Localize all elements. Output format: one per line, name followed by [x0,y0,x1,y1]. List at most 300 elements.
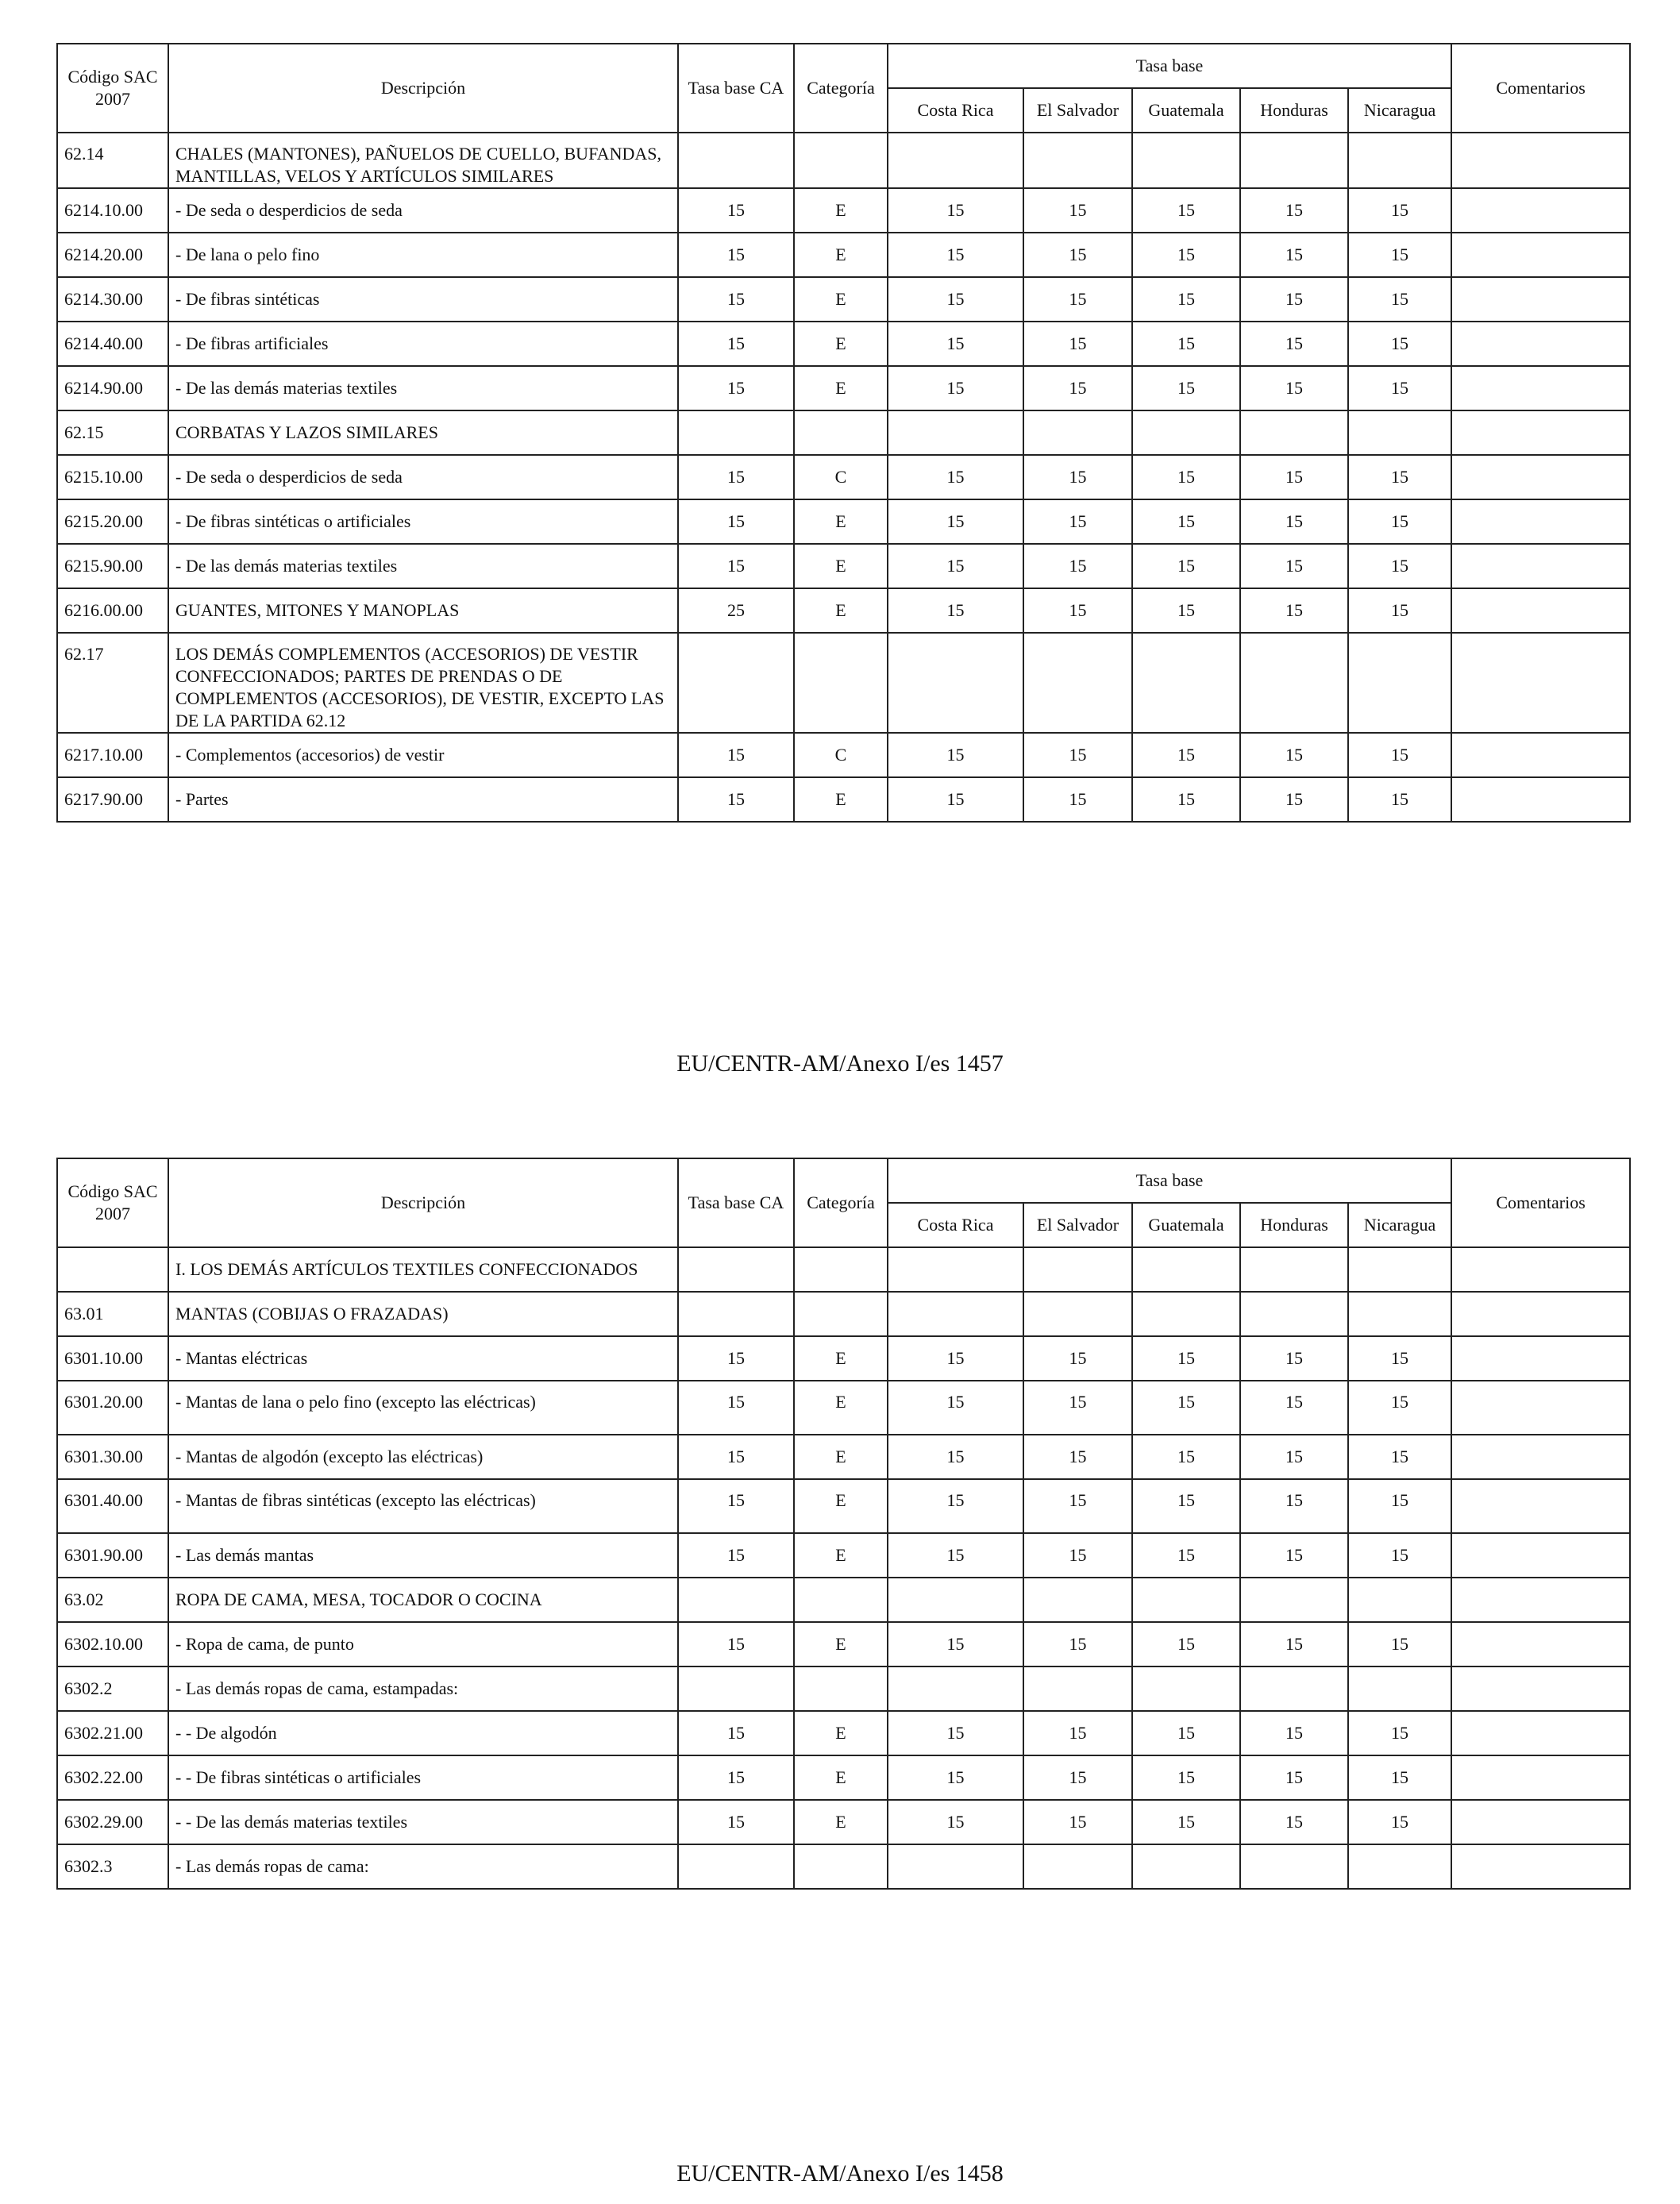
comments-cell [1451,1622,1630,1666]
costa-rica-cell: 15 [888,1800,1023,1844]
el-salvador-cell [1023,410,1132,455]
category-cell: E [794,1479,888,1533]
category-cell: E [794,366,888,410]
base-rate-ca-cell: 15 [678,1711,794,1755]
guatemala-cell: 15 [1132,499,1240,544]
costa-rica-cell: 15 [888,1479,1023,1533]
table-row [57,588,1630,633]
honduras-cell [1240,1292,1348,1336]
description-cell: - - De fibras sintéticas o artificiales [168,1755,678,1800]
description-cell: - Mantas de fibras sintéticas (excepto las eléctricas) [168,1479,678,1533]
costa-rica-cell: 15 [888,1336,1023,1381]
description-cell: - De seda o desperdicios de seda [168,455,678,499]
el-salvador-cell: 15 [1023,1800,1132,1844]
nicaragua-cell: 15 [1348,1711,1451,1755]
code-cell: 62.17 [57,633,168,733]
code-cell: 6214.40.00 [57,322,168,366]
comments-cell [1451,588,1630,633]
category-cell: E [794,1755,888,1800]
table-row [57,366,1630,410]
description-cell: - De fibras sintéticas o artificiales [168,499,678,544]
guatemala-cell [1132,1292,1240,1336]
description-cell: - Mantas de lana o pelo fino (excepto las eléctricas) [168,1381,678,1435]
category-cell: E [794,499,888,544]
honduras-cell: 15 [1240,1800,1348,1844]
code-cell: 6214.10.00 [57,188,168,233]
el-salvador-cell: 15 [1023,366,1132,410]
header-description: Descripción [168,1158,678,1247]
code-cell: 63.02 [57,1578,168,1622]
base-rate-ca-cell: 15 [678,777,794,822]
code-cell: 6214.20.00 [57,233,168,277]
honduras-cell [1240,1578,1348,1622]
base-rate-ca-cell: 15 [678,366,794,410]
honduras-cell: 15 [1240,1479,1348,1533]
header-code: Código SAC 2007 [57,44,168,133]
table-row [57,322,1630,366]
description-cell: CHALES (MANTONES), PAÑUELOS DE CUELLO, BUFANDAS, MANTILLAS, VELOS Y ARTÍCULOS SIMILARES [168,133,678,188]
el-salvador-cell: 15 [1023,588,1132,633]
description-cell: - De fibras artificiales [168,322,678,366]
header-base-rate: Tasa base [888,1158,1451,1203]
comments-cell [1451,455,1630,499]
costa-rica-cell: 15 [888,544,1023,588]
code-cell: 6301.20.00 [57,1381,168,1435]
base-rate-ca-cell: 15 [678,499,794,544]
header-honduras: Honduras [1240,1203,1348,1247]
guatemala-cell [1132,133,1240,188]
base-rate-ca-cell: 15 [678,733,794,777]
header-nicaragua: Nicaragua [1348,1203,1451,1247]
description-cell: I. LOS DEMÁS ARTÍCULOS TEXTILES CONFECCIONADOS [168,1247,678,1292]
description-cell: CORBATAS Y LAZOS SIMILARES [168,410,678,455]
code-cell: 6214.90.00 [57,366,168,410]
base-rate-ca-cell: 15 [678,322,794,366]
base-rate-ca-cell [678,1247,794,1292]
code-cell: 6302.21.00 [57,1711,168,1755]
header-guatemala: Guatemala [1132,88,1240,133]
category-cell: E [794,1800,888,1844]
comments-cell [1451,1247,1630,1292]
description-cell: - - De las demás materias textiles [168,1800,678,1844]
guatemala-cell: 15 [1132,1336,1240,1381]
table-row [57,1800,1630,1844]
category-cell: E [794,277,888,322]
base-rate-ca-cell: 15 [678,544,794,588]
costa-rica-cell: 15 [888,1533,1023,1578]
table-row [57,777,1630,822]
honduras-cell: 15 [1240,366,1348,410]
guatemala-cell: 15 [1132,1381,1240,1435]
base-rate-ca-cell [678,1292,794,1336]
description-cell: - De las demás materias textiles [168,366,678,410]
nicaragua-cell: 15 [1348,233,1451,277]
code-cell: 6216.00.00 [57,588,168,633]
guatemala-cell: 15 [1132,366,1240,410]
nicaragua-cell [1348,1666,1451,1711]
costa-rica-cell [888,1292,1023,1336]
comments-cell [1451,777,1630,822]
guatemala-cell [1132,1844,1240,1889]
table-row [57,1292,1630,1336]
description-cell: - De fibras sintéticas [168,277,678,322]
el-salvador-cell: 15 [1023,499,1132,544]
table-row [57,1711,1630,1755]
description-cell: - Las demás mantas [168,1533,678,1578]
table-row [57,733,1630,777]
category-cell: E [794,233,888,277]
comments-cell [1451,366,1630,410]
category-cell [794,633,888,733]
honduras-cell: 15 [1240,277,1348,322]
comments-cell [1451,544,1630,588]
nicaragua-cell [1348,133,1451,188]
category-cell: E [794,322,888,366]
category-cell [794,410,888,455]
el-salvador-cell [1023,133,1132,188]
nicaragua-cell: 15 [1348,455,1451,499]
header-code: Código SAC 2007 [57,1158,168,1247]
nicaragua-cell: 15 [1348,1800,1451,1844]
honduras-cell: 15 [1240,455,1348,499]
category-cell: E [794,1622,888,1666]
category-cell: E [794,588,888,633]
honduras-cell: 15 [1240,233,1348,277]
costa-rica-cell: 15 [888,233,1023,277]
costa-rica-cell: 15 [888,366,1023,410]
category-cell: E [794,1533,888,1578]
category-cell: E [794,188,888,233]
category-cell [794,1578,888,1622]
honduras-cell: 15 [1240,733,1348,777]
comments-cell [1451,410,1630,455]
table-row [57,1479,1630,1533]
table-row [57,1336,1630,1381]
nicaragua-cell [1348,410,1451,455]
costa-rica-cell: 15 [888,1381,1023,1435]
table-row [57,633,1630,733]
category-cell: E [794,1381,888,1435]
comments-cell [1451,277,1630,322]
honduras-cell: 15 [1240,1711,1348,1755]
code-cell: 6215.20.00 [57,499,168,544]
nicaragua-cell: 15 [1348,322,1451,366]
costa-rica-cell: 15 [888,733,1023,777]
honduras-cell: 15 [1240,544,1348,588]
description-cell: - Mantas de algodón (excepto las eléctricas) [168,1435,678,1479]
costa-rica-cell: 15 [888,1435,1023,1479]
costa-rica-cell: 15 [888,1622,1023,1666]
costa-rica-cell [888,410,1023,455]
comments-cell [1451,1479,1630,1533]
code-cell: 6215.90.00 [57,544,168,588]
table-row [57,410,1630,455]
table-body [57,1247,1630,1889]
code-cell: 62.14 [57,133,168,188]
honduras-cell: 15 [1240,1336,1348,1381]
costa-rica-cell [888,633,1023,733]
category-cell: E [794,1336,888,1381]
base-rate-ca-cell: 15 [678,233,794,277]
el-salvador-cell: 15 [1023,1336,1132,1381]
comments-cell [1451,322,1630,366]
table-row [57,188,1630,233]
base-rate-ca-cell [678,633,794,733]
code-cell: 62.15 [57,410,168,455]
category-cell [794,133,888,188]
el-salvador-cell: 15 [1023,777,1132,822]
nicaragua-cell: 15 [1348,366,1451,410]
category-cell: E [794,777,888,822]
table-row [57,1622,1630,1666]
guatemala-cell [1132,1666,1240,1711]
header-costa-rica: Costa Rica [888,88,1023,133]
nicaragua-cell: 15 [1348,1479,1451,1533]
guatemala-cell: 15 [1132,1711,1240,1755]
category-cell: C [794,733,888,777]
base-rate-ca-cell: 15 [678,277,794,322]
honduras-cell: 15 [1240,1533,1348,1578]
el-salvador-cell: 15 [1023,1711,1132,1755]
code-cell: 6301.90.00 [57,1533,168,1578]
description-cell: - Mantas eléctricas [168,1336,678,1381]
nicaragua-cell [1348,633,1451,733]
costa-rica-cell: 15 [888,322,1023,366]
category-cell: E [794,1711,888,1755]
honduras-cell: 15 [1240,188,1348,233]
nicaragua-cell [1348,1578,1451,1622]
el-salvador-cell [1023,1578,1132,1622]
description-cell: - Complementos (accesorios) de vestir [168,733,678,777]
nicaragua-cell: 15 [1348,1336,1451,1381]
page-footer-1457: EU/CENTR-AM/Anexo I/es 1457 [676,1050,1004,1077]
nicaragua-cell: 15 [1348,188,1451,233]
comments-cell [1451,233,1630,277]
costa-rica-cell: 15 [888,455,1023,499]
comments-cell [1451,633,1630,733]
description-cell: - Las demás ropas de cama, estampadas: [168,1666,678,1711]
header-base-rate-ca: Tasa base CA [678,44,794,133]
table-row [57,544,1630,588]
guatemala-cell: 15 [1132,277,1240,322]
nicaragua-cell: 15 [1348,1435,1451,1479]
table-row [57,1666,1630,1711]
table-row [57,1435,1630,1479]
header-description: Descripción [168,44,678,133]
header-comments: Comentarios [1451,1158,1630,1247]
header-comments: Comentarios [1451,44,1630,133]
el-salvador-cell: 15 [1023,233,1132,277]
header-honduras: Honduras [1240,88,1348,133]
comments-cell [1451,188,1630,233]
honduras-cell [1240,1247,1348,1292]
costa-rica-cell: 15 [888,499,1023,544]
comments-cell [1451,1578,1630,1622]
nicaragua-cell: 15 [1348,733,1451,777]
guatemala-cell [1132,1247,1240,1292]
nicaragua-cell: 15 [1348,1381,1451,1435]
el-salvador-cell [1023,633,1132,733]
base-rate-ca-cell: 25 [678,588,794,633]
category-cell: E [794,544,888,588]
guatemala-cell: 15 [1132,1622,1240,1666]
honduras-cell: 15 [1240,777,1348,822]
guatemala-cell [1132,1578,1240,1622]
nicaragua-cell: 15 [1348,499,1451,544]
category-cell: C [794,455,888,499]
header-el-salvador: El Salvador [1023,1203,1132,1247]
comments-cell [1451,1292,1630,1336]
description-cell: - - De algodón [168,1711,678,1755]
el-salvador-cell: 15 [1023,1622,1132,1666]
costa-rica-cell [888,133,1023,188]
el-salvador-cell: 15 [1023,188,1132,233]
el-salvador-cell [1023,1292,1132,1336]
el-salvador-cell [1023,1844,1132,1889]
table-row [57,499,1630,544]
costa-rica-cell: 15 [888,188,1023,233]
code-cell: 6302.3 [57,1844,168,1889]
base-rate-ca-cell: 15 [678,1533,794,1578]
base-rate-ca-cell: 15 [678,1755,794,1800]
comments-cell [1451,133,1630,188]
comments-cell [1451,1666,1630,1711]
header-category: Categoría [794,1158,888,1247]
honduras-cell: 15 [1240,1381,1348,1435]
nicaragua-cell: 15 [1348,588,1451,633]
tariff-table-page-1457 [56,43,1631,823]
honduras-cell: 15 [1240,1755,1348,1800]
guatemala-cell: 15 [1132,733,1240,777]
table-row [57,1533,1630,1578]
code-cell: 63.01 [57,1292,168,1336]
comments-cell [1451,1711,1630,1755]
table-row [57,133,1630,188]
comments-cell [1451,1381,1630,1435]
honduras-cell: 15 [1240,322,1348,366]
code-cell: 6217.10.00 [57,733,168,777]
table-row [57,455,1630,499]
code-cell: 6302.22.00 [57,1755,168,1800]
nicaragua-cell [1348,1247,1451,1292]
description-cell: GUANTES, MITONES Y MANOPLAS [168,588,678,633]
guatemala-cell: 15 [1132,1755,1240,1800]
code-cell [57,1247,168,1292]
base-rate-ca-cell: 15 [678,455,794,499]
el-salvador-cell: 15 [1023,277,1132,322]
code-cell: 6215.10.00 [57,455,168,499]
code-cell: 6217.90.00 [57,777,168,822]
honduras-cell: 15 [1240,499,1348,544]
base-rate-ca-cell: 15 [678,1800,794,1844]
code-cell: 6302.2 [57,1666,168,1711]
header-category: Categoría [794,44,888,133]
nicaragua-cell: 15 [1348,277,1451,322]
code-cell: 6301.10.00 [57,1336,168,1381]
base-rate-ca-cell: 15 [678,1435,794,1479]
table-row [57,1381,1630,1435]
guatemala-cell: 15 [1132,188,1240,233]
guatemala-cell: 15 [1132,455,1240,499]
header-guatemala: Guatemala [1132,1203,1240,1247]
base-rate-ca-cell [678,1578,794,1622]
guatemala-cell: 15 [1132,1800,1240,1844]
base-rate-ca-cell [678,1844,794,1889]
table-row [57,1247,1630,1292]
base-rate-ca-cell: 15 [678,1622,794,1666]
description-cell: - De lana o pelo fino [168,233,678,277]
guatemala-cell: 15 [1132,1435,1240,1479]
base-rate-ca-cell [678,410,794,455]
comments-cell [1451,1533,1630,1578]
costa-rica-cell [888,1844,1023,1889]
honduras-cell [1240,1844,1348,1889]
costa-rica-cell: 15 [888,588,1023,633]
description-cell: - De seda o desperdicios de seda [168,188,678,233]
header-base-rate-ca: Tasa base CA [678,1158,794,1247]
nicaragua-cell: 15 [1348,544,1451,588]
costa-rica-cell: 15 [888,1711,1023,1755]
code-cell: 6301.40.00 [57,1479,168,1533]
guatemala-cell [1132,410,1240,455]
el-salvador-cell [1023,1666,1132,1711]
honduras-cell: 15 [1240,1622,1348,1666]
honduras-cell [1240,633,1348,733]
category-cell [794,1292,888,1336]
guatemala-cell: 15 [1132,777,1240,822]
el-salvador-cell: 15 [1023,455,1132,499]
tariff-table-page-1458 [56,1158,1631,1890]
category-cell [794,1844,888,1889]
comments-cell [1451,733,1630,777]
description-cell: LOS DEMÁS COMPLEMENTOS (ACCESORIOS) DE VESTIR CONFECCIONADOS; PARTES DE PRENDAS O DE COMPLEMENTOS (ACCESORIOS), DE VESTIR, EXCEPTO LAS DE LA PARTIDA 62.12 [168,633,678,733]
el-salvador-cell: 15 [1023,544,1132,588]
table-row [57,1844,1630,1889]
honduras-cell [1240,133,1348,188]
table-row [57,277,1630,322]
table-body [57,133,1630,822]
guatemala-cell: 15 [1132,588,1240,633]
table-row [57,233,1630,277]
page-footer-1458: EU/CENTR-AM/Anexo I/es 1458 [676,2160,1004,2187]
costa-rica-cell: 15 [888,777,1023,822]
guatemala-cell: 15 [1132,233,1240,277]
category-cell [794,1666,888,1711]
base-rate-ca-cell [678,133,794,188]
comments-cell [1451,1844,1630,1889]
nicaragua-cell: 15 [1348,1755,1451,1800]
category-cell [794,1247,888,1292]
base-rate-ca-cell: 15 [678,1381,794,1435]
honduras-cell [1240,1666,1348,1711]
nicaragua-cell: 15 [1348,777,1451,822]
el-salvador-cell [1023,1247,1132,1292]
description-cell: MANTAS (COBIJAS O FRAZADAS) [168,1292,678,1336]
code-cell: 6214.30.00 [57,277,168,322]
base-rate-ca-cell: 15 [678,188,794,233]
base-rate-ca-cell: 15 [678,1479,794,1533]
el-salvador-cell: 15 [1023,1755,1132,1800]
el-salvador-cell: 15 [1023,1479,1132,1533]
description-cell: ROPA DE CAMA, MESA, TOCADOR O COCINA [168,1578,678,1622]
el-salvador-cell: 15 [1023,1533,1132,1578]
comments-cell [1451,1336,1630,1381]
guatemala-cell: 15 [1132,322,1240,366]
comments-cell [1451,1800,1630,1844]
honduras-cell: 15 [1240,588,1348,633]
description-cell: - Ropa de cama, de punto [168,1622,678,1666]
nicaragua-cell [1348,1844,1451,1889]
